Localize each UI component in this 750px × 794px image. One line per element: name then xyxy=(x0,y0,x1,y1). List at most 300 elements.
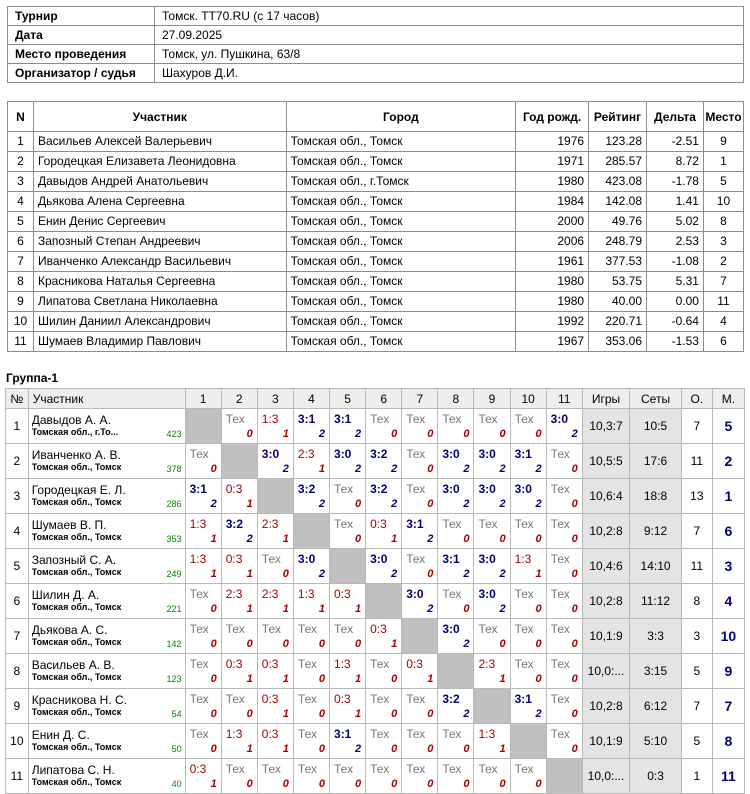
match-points: 0 xyxy=(210,708,217,720)
match-points: 0 xyxy=(210,673,217,685)
match-points: 2 xyxy=(463,708,470,720)
grid-match-cell xyxy=(293,444,329,479)
match-score: Тех xyxy=(550,587,570,601)
grid-points: 11 xyxy=(681,444,712,479)
participant-cell: Томская обл., Томск xyxy=(286,292,516,312)
grid-match-cell xyxy=(546,514,582,549)
match-points: 2 xyxy=(535,498,542,510)
participant-cell: 1980 xyxy=(516,172,589,192)
grid-player-city: Томская обл., Томск xyxy=(31,777,122,787)
grid-row-number: 11 xyxy=(6,759,29,794)
match-points: 0 xyxy=(210,743,217,755)
grid-match-cell xyxy=(402,409,438,444)
match-score: Тех xyxy=(189,692,209,706)
participant-cell: 1 xyxy=(8,132,34,152)
grid-match-cell xyxy=(185,654,221,689)
participant-cell: 1980 xyxy=(516,292,589,312)
grid-header: 8 xyxy=(438,389,474,409)
match-points: 2 xyxy=(463,498,470,510)
match-points: 0 xyxy=(535,533,542,545)
match-score: Тех xyxy=(225,622,245,636)
tournament-info-table xyxy=(7,6,744,83)
participant-cell: 1967 xyxy=(516,332,589,352)
grid-row xyxy=(6,409,745,444)
match-score: Тех xyxy=(442,727,462,741)
match-points: 0 xyxy=(427,708,434,720)
grid-match-cell xyxy=(185,584,221,619)
grid-match-cell xyxy=(510,409,546,444)
grid-player xyxy=(28,549,185,584)
match-score: Тех xyxy=(370,692,390,706)
grid-games: 10,0:... xyxy=(582,759,629,794)
match-score: Тех xyxy=(189,622,209,636)
participant-cell: 423.08 xyxy=(589,172,647,192)
grid-player-rating: 423 xyxy=(166,429,182,439)
grid-match-cell xyxy=(330,479,366,514)
match-points: 2 xyxy=(355,463,362,475)
grid-player-city: Томская обл., Томск xyxy=(31,497,122,507)
grid-player xyxy=(28,514,185,549)
group-title: Группа-1 xyxy=(6,371,59,385)
match-points: 0 xyxy=(318,778,326,790)
match-points: 2 xyxy=(210,498,217,510)
match-score: 0:3 xyxy=(370,622,387,636)
participant-cell: 3 xyxy=(8,172,34,192)
grid-player-name: Енин Д. С. xyxy=(31,729,90,742)
grid-row-number: 1 xyxy=(6,409,29,444)
match-score: 0:3 xyxy=(334,692,351,706)
match-score: 1:3 xyxy=(189,552,207,566)
match-score: 1:3 xyxy=(261,412,279,426)
grid-sets: 11:12 xyxy=(630,584,682,619)
grid-match-cell xyxy=(510,444,546,479)
participant-cell: 1976 xyxy=(516,132,589,152)
grid-player-city: Томская обл., Томск xyxy=(31,532,122,542)
grid-player-name: Дьякова А. С. xyxy=(31,624,108,637)
match-points: 0 xyxy=(282,568,289,580)
grid-match-cell xyxy=(438,724,474,759)
grid-match-cell xyxy=(366,444,402,479)
match-points: 1 xyxy=(499,743,506,755)
match-points: 1 xyxy=(355,603,362,615)
participant-cell: Красникова Наталья Сергеевна xyxy=(33,272,286,292)
participant-cell: -1.53 xyxy=(647,332,704,352)
grid-match-cell xyxy=(221,549,257,584)
participant-cell: 5 xyxy=(703,172,743,192)
match-score: Тех xyxy=(406,762,426,776)
grid-player xyxy=(28,619,185,654)
match-score: 1:3 xyxy=(297,587,315,601)
grid-player-name: Шумаев В. П. xyxy=(31,519,107,532)
participant-cell: 1 xyxy=(703,152,743,172)
match-score: 0:3 xyxy=(225,552,243,566)
match-score: Тех xyxy=(189,587,209,601)
grid-player-name: Красникова Н. С. xyxy=(31,694,128,707)
match-points: 0 xyxy=(427,463,434,475)
grid-match-cell xyxy=(293,759,329,794)
match-points: 0 xyxy=(246,778,253,790)
grid-match-cell xyxy=(510,689,546,724)
grid-match-cell xyxy=(330,444,366,479)
grid-player-name: Липатова С. Н. xyxy=(31,764,115,777)
participant-cell: Томская обл., Томск xyxy=(286,212,516,232)
grid-place: 6 xyxy=(712,514,744,549)
match-score: Тех xyxy=(514,587,534,601)
grid-match-cell xyxy=(330,689,366,724)
participant-row xyxy=(8,272,744,292)
grid-match-cell xyxy=(546,584,582,619)
match-points: 1 xyxy=(318,603,326,615)
grid-match-cell xyxy=(510,619,546,654)
grid-match-cell xyxy=(257,514,293,549)
grid-row xyxy=(6,724,745,759)
match-score: Тех xyxy=(189,447,209,461)
grid-games: 10,5:5 xyxy=(582,444,629,479)
grid-place: 8 xyxy=(712,724,744,759)
match-score: Тех xyxy=(550,622,570,636)
grid-player xyxy=(28,444,185,479)
match-points: 0 xyxy=(571,673,578,685)
grid-sets: 9:12 xyxy=(630,514,682,549)
grid-player xyxy=(28,409,185,444)
match-score: 3:0 xyxy=(550,412,569,426)
grid-points: 13 xyxy=(681,479,712,514)
match-score: Тех xyxy=(514,762,534,776)
grid-match-cell xyxy=(474,619,510,654)
match-score: 3:2 xyxy=(370,447,388,461)
match-points: 0 xyxy=(391,673,398,685)
match-points: 0 xyxy=(391,708,398,720)
match-score: Тех xyxy=(297,727,317,741)
grid-games: 10,4:6 xyxy=(582,549,629,584)
match-score: Тех xyxy=(261,552,281,566)
match-points: 0 xyxy=(355,778,362,790)
grid-points: 7 xyxy=(681,689,712,724)
match-points: 2 xyxy=(391,568,398,580)
grid-player-rating: 54 xyxy=(171,709,182,719)
grid-row xyxy=(6,444,745,479)
match-points: 0 xyxy=(535,638,542,650)
match-points: 1 xyxy=(427,673,434,685)
grid-match-cell xyxy=(293,549,329,584)
match-points: 1 xyxy=(210,533,217,545)
grid-player-rating: 353 xyxy=(166,534,182,544)
match-points: 2 xyxy=(535,463,542,475)
participant-cell: 123.28 xyxy=(589,132,647,152)
grid-match-cell xyxy=(185,724,221,759)
match-points: 2 xyxy=(499,568,506,580)
info-value: Томск, ул. Пушкина, 63/8 xyxy=(155,45,744,64)
match-points: 0 xyxy=(571,743,578,755)
match-score: Тех xyxy=(334,482,354,496)
match-score: Тех xyxy=(442,412,462,426)
match-points: 0 xyxy=(463,743,470,755)
match-points: 0 xyxy=(210,638,217,650)
grid-games: 10,0:... xyxy=(582,654,629,689)
match-points: 0 xyxy=(391,743,398,755)
grid-match-cell xyxy=(546,479,582,514)
grid-match-cell xyxy=(221,654,257,689)
grid-match-cell xyxy=(221,514,257,549)
match-points: 0 xyxy=(318,708,326,720)
grid-match-cell xyxy=(474,549,510,584)
match-score: Тех xyxy=(225,762,245,776)
match-points: 0 xyxy=(463,778,470,790)
match-points: 0 xyxy=(355,533,362,545)
match-points: 1 xyxy=(391,638,398,650)
participant-cell: 1971 xyxy=(516,152,589,172)
match-score: Тех xyxy=(225,692,245,706)
participant-cell: 11 xyxy=(703,292,743,312)
grid-diagonal-cell xyxy=(330,549,366,584)
participant-row xyxy=(8,232,744,252)
grid-match-cell xyxy=(546,654,582,689)
grid-match-cell xyxy=(330,759,366,794)
match-score: Тех xyxy=(334,762,354,776)
match-score: 3:2 xyxy=(225,517,244,531)
participant-row xyxy=(8,212,744,232)
grid-row xyxy=(6,584,745,619)
participant-cell: 1961 xyxy=(516,252,589,272)
grid-diagonal-cell xyxy=(366,584,402,619)
grid-player-city: Томская обл., Томск xyxy=(31,742,122,752)
info-row xyxy=(8,26,744,45)
grid-row-number: 4 xyxy=(6,514,29,549)
match-score: Тех xyxy=(406,447,426,461)
match-points: 2 xyxy=(318,428,326,440)
match-score: 3:0 xyxy=(478,587,496,601)
match-score: Тех xyxy=(297,657,317,671)
info-value: 27.09.2025 xyxy=(155,26,744,45)
grid-row xyxy=(6,619,745,654)
grid-match-cell xyxy=(330,584,366,619)
grid-header: О. xyxy=(681,389,712,409)
grid-match-cell xyxy=(185,514,221,549)
grid-match-cell xyxy=(546,619,582,654)
match-points: 0 xyxy=(535,778,542,790)
match-points: 0 xyxy=(355,498,362,510)
participant-row xyxy=(8,152,744,172)
participant-cell: 10 xyxy=(703,192,743,212)
grid-row xyxy=(6,654,745,689)
match-points: 1 xyxy=(210,778,217,790)
participant-cell: 53.75 xyxy=(589,272,647,292)
grid-match-cell xyxy=(185,549,221,584)
match-score: Тех xyxy=(442,517,462,531)
match-points: 1 xyxy=(318,463,326,475)
match-points: 0 xyxy=(499,638,506,650)
match-points: 0 xyxy=(391,428,398,440)
grid-header: 5 xyxy=(330,389,366,409)
grid-match-cell xyxy=(221,584,257,619)
participant-cell: Васильев Алексей Валерьевич xyxy=(33,132,286,152)
match-points: 1 xyxy=(282,743,289,755)
participant-cell: Томская обл., Томск xyxy=(286,332,516,352)
match-score: Тех xyxy=(297,692,317,706)
participant-cell: 353.06 xyxy=(589,332,647,352)
match-points: 2 xyxy=(535,708,542,720)
grid-match-cell xyxy=(221,724,257,759)
match-score: Тех xyxy=(406,412,426,426)
grid-player-rating: 221 xyxy=(166,604,182,614)
grid-row xyxy=(6,514,745,549)
match-points: 2 xyxy=(391,498,398,510)
match-score: 3:1 xyxy=(514,447,532,461)
info-row xyxy=(8,45,744,64)
grid-row-number: 9 xyxy=(6,689,29,724)
grid-player-city: Томская обл., Томск xyxy=(31,462,122,472)
grid-sets: 17:6 xyxy=(630,444,682,479)
grid-points: 3 xyxy=(681,619,712,654)
grid-header: 1 xyxy=(185,389,221,409)
grid-player-city: Томская обл., Томск xyxy=(31,637,122,647)
match-points: 0 xyxy=(463,603,470,615)
grid-header: 2 xyxy=(221,389,257,409)
match-points: 1 xyxy=(535,568,542,580)
match-score: Тех xyxy=(478,622,498,636)
match-score: 2:3 xyxy=(225,587,243,601)
grid-match-cell xyxy=(546,724,582,759)
grid-row xyxy=(6,689,745,724)
match-points: 1 xyxy=(499,673,506,685)
match-points: 2 xyxy=(246,533,253,545)
match-points: 2 xyxy=(355,428,362,440)
info-value: Шахуров Д.И. xyxy=(155,64,744,83)
grid-player-name: Васильев А. В. xyxy=(31,659,115,672)
participant-cell: 142.08 xyxy=(589,192,647,212)
grid-player xyxy=(28,654,185,689)
participants-table xyxy=(7,101,744,352)
grid-header: 9 xyxy=(474,389,510,409)
match-score: 1:3 xyxy=(478,727,496,741)
participant-cell: 9 xyxy=(703,132,743,152)
grid-games: 10,2:8 xyxy=(582,584,629,619)
match-score: 0:3 xyxy=(261,692,279,706)
grid-match-cell xyxy=(438,549,474,584)
grid-match-cell xyxy=(510,514,546,549)
match-points: 2 xyxy=(571,428,578,440)
match-points: 1 xyxy=(246,498,253,510)
grid-diagonal-cell xyxy=(221,444,257,479)
participant-cell: 4 xyxy=(8,192,34,212)
match-score: 3:1 xyxy=(514,692,532,706)
info-label: Турнир xyxy=(8,7,155,26)
match-score: 3:0 xyxy=(370,552,388,566)
match-score: 0:3 xyxy=(370,517,387,531)
grid-match-cell xyxy=(330,654,366,689)
match-score: Тех xyxy=(334,517,354,531)
match-score: Тех xyxy=(334,622,354,636)
match-points: 0 xyxy=(210,463,217,475)
match-score: Тех xyxy=(406,727,426,741)
grid-diagonal-cell xyxy=(510,724,546,759)
match-points: 0 xyxy=(246,708,253,720)
participant-cell: 5 xyxy=(8,212,34,232)
grid-player-rating: 50 xyxy=(171,744,182,754)
match-points: 0 xyxy=(571,498,578,510)
grid-match-cell xyxy=(510,584,546,619)
match-score: 3:2 xyxy=(297,482,316,496)
grid-match-cell xyxy=(185,444,221,479)
grid-sets: 18:8 xyxy=(630,479,682,514)
grid-games: 10,1:9 xyxy=(582,619,629,654)
grid-match-cell xyxy=(293,584,329,619)
grid-match-cell xyxy=(546,444,582,479)
match-score: 3:0 xyxy=(478,482,496,496)
grid-player-name: Иванченко А. В. xyxy=(31,449,121,462)
grid-player-rating: 40 xyxy=(171,779,182,789)
participants-header: N xyxy=(8,102,34,132)
participant-cell: -2.51 xyxy=(647,132,704,152)
grid-place: 3 xyxy=(712,549,744,584)
match-score: 3:1 xyxy=(442,552,460,566)
match-score: 3:1 xyxy=(334,412,352,426)
participant-cell: Томская обл., Томск xyxy=(286,252,516,272)
grid-match-cell xyxy=(438,409,474,444)
grid-player-city: Томская обл., Томск xyxy=(31,567,122,577)
match-points: 2 xyxy=(463,463,470,475)
participant-cell: Липатова Светлана Николаевна xyxy=(33,292,286,312)
participant-cell: Шумаев Владимир Павлович xyxy=(33,332,286,352)
match-points: 0 xyxy=(499,533,506,545)
grid-points: 7 xyxy=(681,514,712,549)
match-score: Тех xyxy=(261,622,281,636)
participant-cell: 1.41 xyxy=(647,192,704,212)
participant-cell: -1.78 xyxy=(647,172,704,192)
grid-match-cell xyxy=(474,759,510,794)
match-score: Тех xyxy=(370,762,390,776)
match-score: 3:0 xyxy=(442,622,460,636)
match-score: 0:3 xyxy=(225,657,243,671)
participant-cell: 6 xyxy=(8,232,34,252)
match-score: Тех xyxy=(370,657,390,671)
grid-diagonal-cell xyxy=(257,479,293,514)
participant-cell: 2.53 xyxy=(647,232,704,252)
match-score: Тех xyxy=(297,622,317,636)
match-score: Тех xyxy=(370,412,390,426)
grid-match-cell xyxy=(366,479,402,514)
grid-points: 1 xyxy=(681,759,712,794)
info-label: Организатор / судья xyxy=(8,64,155,83)
match-score: 2:3 xyxy=(478,657,496,671)
match-points: 1 xyxy=(282,673,289,685)
grid-player-name: Запозный С. А. xyxy=(31,554,117,567)
participant-row xyxy=(8,332,744,352)
match-points: 1 xyxy=(282,533,289,545)
grid-match-cell xyxy=(510,479,546,514)
participant-cell: Запозный Степан Андреевич xyxy=(33,232,286,252)
match-score: Тех xyxy=(550,552,570,566)
grid-player-city: Томская обл., Томск xyxy=(31,602,122,612)
grid-points: 7 xyxy=(681,409,712,444)
grid-match-cell xyxy=(474,444,510,479)
match-score: Тех xyxy=(514,622,534,636)
participant-cell: Городецкая Елизавета Леонидовна xyxy=(33,152,286,172)
match-points: 1 xyxy=(282,428,289,440)
grid-match-cell xyxy=(330,619,366,654)
grid-player-rating: 378 xyxy=(166,464,182,474)
grid-games: 10,6:4 xyxy=(582,479,629,514)
match-points: 1 xyxy=(282,603,289,615)
match-points: 0 xyxy=(318,638,326,650)
grid-match-cell xyxy=(402,654,438,689)
grid-match-cell xyxy=(257,584,293,619)
participant-cell: 2000 xyxy=(516,212,589,232)
grid-match-cell xyxy=(510,759,546,794)
grid-match-cell xyxy=(293,724,329,759)
participant-cell: 8 xyxy=(8,272,34,292)
grid-sets: 10:5 xyxy=(630,409,682,444)
